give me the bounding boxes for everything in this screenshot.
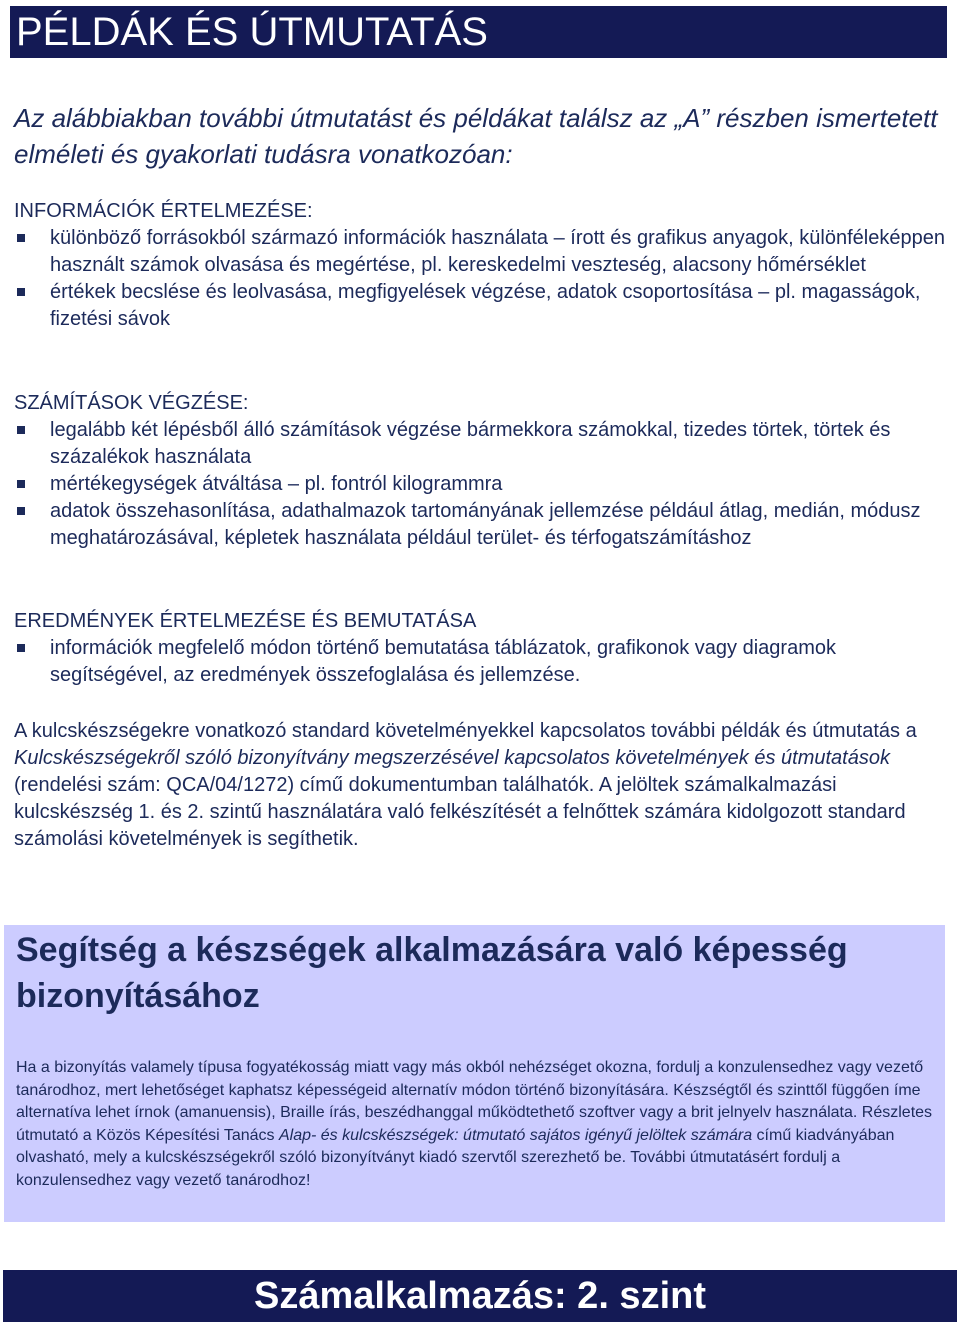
square-bullet-icon xyxy=(17,234,25,242)
bullet-list xyxy=(14,417,954,552)
page-header xyxy=(10,6,947,58)
section-title: SZÁMÍTÁSOK VÉGZÉSE: xyxy=(14,392,249,414)
square-bullet-icon xyxy=(17,644,25,652)
section-information xyxy=(14,198,954,333)
list-item: adatok összehasonlítása, adathalmazok tartományának jellemzése például átlag, medián, módusz meghatározásával, képletek használata például terület- és térfogatszámításhoz xyxy=(14,498,954,552)
document-title: Kulcskészségekről szóló bizonyítvány megszerzésével kapcsolatos követelmények és útmutatások xyxy=(14,747,890,769)
page-title: PÉLDÁK ÉS ÚTMUTATÁS xyxy=(16,10,488,54)
list-item: információk megfelelő módon történő bemutatása táblázatok, grafikonok vagy diagramok segítségével, az eredmények összefoglalása és jellemzése. xyxy=(14,635,954,689)
list-item: mértékegységek átváltása – pl. fontról kilogrammra xyxy=(14,471,954,498)
list-item: legalább két lépésből álló számítások végzése bármekkora számokkal, tizedes törtek, törtek és százalékok használata xyxy=(14,417,954,471)
help-box xyxy=(4,925,945,1222)
page-footer xyxy=(3,1270,957,1322)
footer-title: Számalkalmazás: 2. szint xyxy=(254,1275,706,1317)
help-title: Segítség a készségek alkalmazására való képesség bizonyításához xyxy=(16,931,848,1015)
square-bullet-icon xyxy=(17,288,25,296)
square-bullet-icon xyxy=(17,480,25,488)
intro-text: Az alábbiakban további útmutatást és példákat találsz az „A” részben ismertetett elméleti és gyakorlati tudásra vonatkozóan: xyxy=(14,103,938,169)
publication-title: Alap- és kulcskészségek: útmutató sajátos igényű jelöltek számára xyxy=(278,1126,753,1144)
bullet-list xyxy=(14,635,954,689)
section-title: EREDMÉNYEK ÉRTELMEZÉSE ÉS BEMUTATÁSA xyxy=(14,610,477,632)
standards-paragraph: A kulcskészségekre vonatkozó standard követelményekkel kapcsolatos további példák és útmutatás a Kulcskészségekről szóló bizonyítvány megszerzésével kapcsolatos követelmények és útmutatások (rendelési szám: QCA/04/1272) című dokumentumban találhatók. A jelöltek számalkalmazási kulcskészség 1. és 2. szintű használatára való felkészítését a felnőttek számára kidolgozott standard számolási követelmények is segíthetik. xyxy=(14,720,917,850)
bullet-list xyxy=(14,225,954,333)
help-text: Ha a bizonyítás valamely típusa fogyatékosság miatt vagy más okból nehézséget okozna, fordulj a konzulensedhez vagy vezető tanárodhoz, mert lehetőséget kaphatsz képességeid alternatív módon történő bizonyítására. Készségtől és szinttől függően íme alternatíva lehet írnok (amanuensis), Braille írás, beszédhanggal működtethető szoftver vagy a brit jelnyelv használata. Részletes útmutató a Közös Képesítési Tanács Alap- és kulcskészségek: útmutató sajátos igényű jelöltek számára című kiadványában olvasható, mely a kulcskészségekről szóló bizonyítványt kiadó szervtől szerezhető be. További útmutatásért fordulj a konzulensedhez vagy vezető tanárodhoz! xyxy=(16,1059,933,1189)
list-item: különböző forrásokból származó információk használata – írott és grafikus anyagok, különféleképpen használt számok olvasása és megértése, pl. kereskedelmi veszteség, alacsony hőmérséklet xyxy=(14,225,954,279)
square-bullet-icon xyxy=(17,507,25,515)
list-item: értékek becslése és leolvasása, megfigyelések végzése, adatok csoportosítása – pl. magasságok, fizetési sávok xyxy=(14,279,954,333)
section-calculations xyxy=(14,390,954,552)
square-bullet-icon xyxy=(17,426,25,434)
section-title: INFORMÁCIÓK ÉRTELMEZÉSE: xyxy=(14,200,313,222)
section-results xyxy=(14,608,954,689)
